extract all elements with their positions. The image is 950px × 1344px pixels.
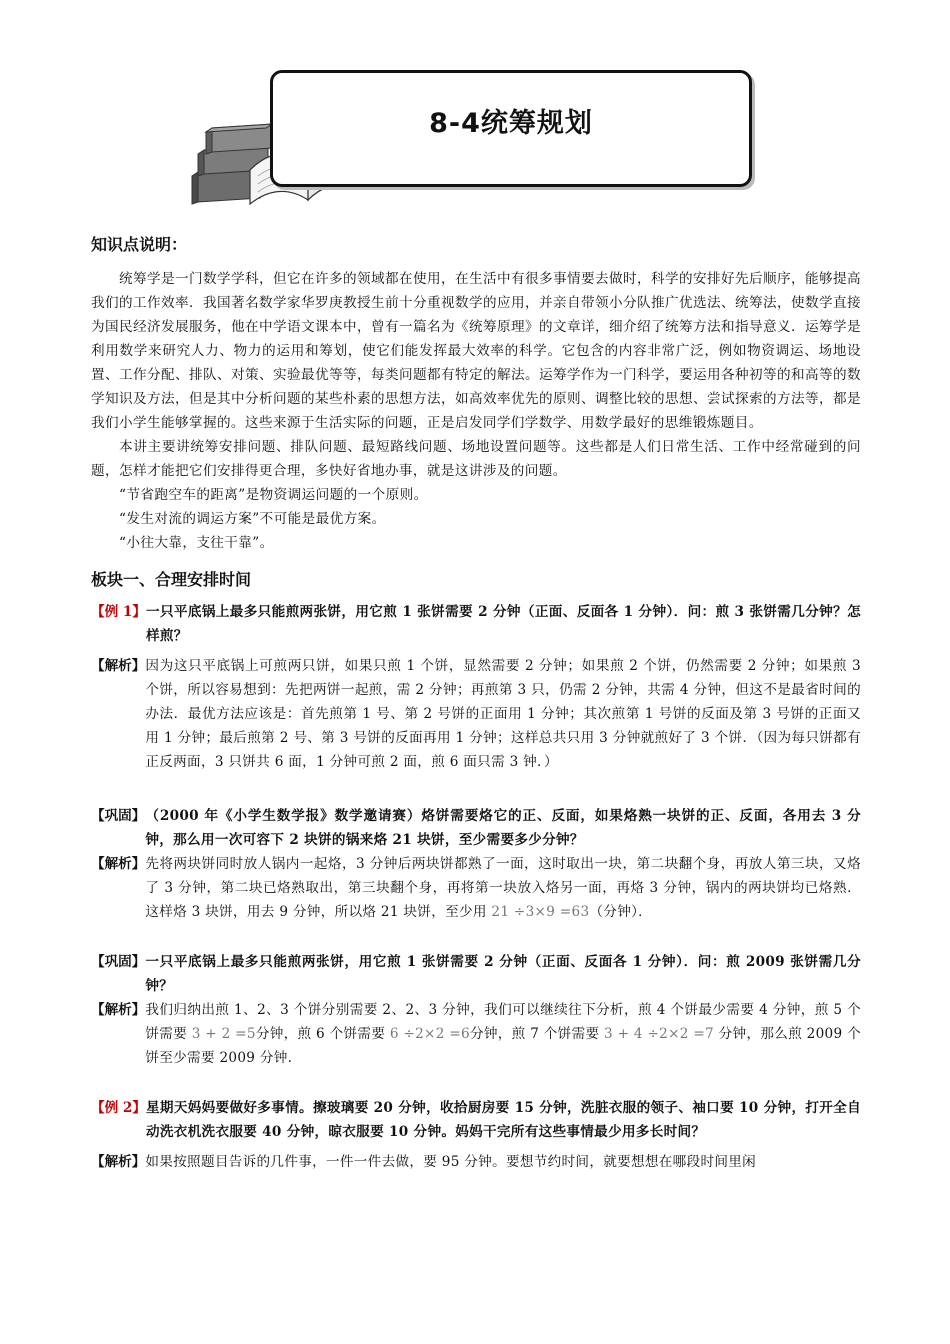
analysis-text: 如果按照题目告诉的几件事，一件一件去做，要 95 分钟。要想节约时间，就要想想在哪段时间里闲 bbox=[145, 1154, 757, 1170]
item-tag: 【解析】 bbox=[91, 856, 146, 872]
item-tag: 【解析】 bbox=[91, 1154, 146, 1170]
analysis-text-d: 分钟，那么煎 2009 个饼至少需要 2009 分钟. bbox=[145, 1026, 861, 1066]
analysis-text-b: （分钟）． bbox=[589, 904, 653, 920]
analysis-item bbox=[91, 852, 861, 924]
math-expression: 21 ÷3×9 =63 bbox=[491, 904, 590, 920]
math-expression: 6 ÷2×2 =6 bbox=[389, 1026, 470, 1042]
item-tag: 【巩固】 bbox=[91, 808, 146, 824]
analysis-text bbox=[145, 998, 861, 1070]
item-tag: 【巩固】 bbox=[91, 954, 146, 970]
analysis-item bbox=[91, 998, 861, 1070]
document-body bbox=[91, 232, 861, 1174]
analysis-text-a: 先将两块饼同时放人锅内一起烙，3 分钟后两块饼都熟了一面，这时取出一块，第二块翻个身，再放人第三块，又烙了 3 分钟，第二块已烙熟取出，第三块翻个身，再将第一块放入烙另一面，再烙 3 分钟，锅内的两块饼均已烙熟．这样烙 3 块饼，用去 9 分钟，所以烙 21 块饼，至少用 bbox=[145, 856, 861, 920]
item-tag: 【例 2】 bbox=[91, 1100, 146, 1116]
math-expression: 3 + 2 =5 bbox=[191, 1026, 256, 1042]
question-text: 一只平底锅上最多只能煎两张饼，用它煎 1 张饼需要 2 分钟（正面、反面各 1 分钟）．问：煎 3 张饼需几分钟？怎样煎？ bbox=[145, 604, 861, 644]
question-text: 星期天妈妈要做好多事情。擦玻璃要 20 分钟，收拾厨房要 15 分钟，洗脏衣服的领子、袖口要 10 分钟，打开全自动洗衣机洗衣服要 40 分钟，晾衣服要 10 分钟。妈妈干完所有这些事情最少用多长时间？ bbox=[145, 1100, 861, 1140]
knowledge-heading: 知识点说明： bbox=[91, 235, 188, 254]
page-title: 8-4统筹规划 bbox=[429, 108, 593, 139]
analysis-text-b: 分钟，煎 6 个饼需要 bbox=[255, 1026, 390, 1042]
analysis-text: 因为这只平底锅上可煎两只饼，如果只煎 1 个饼，显然需要 2 分钟；如果煎 2 个饼，仍然需要 2 分钟；如果煎 3 个饼，所以容易想到：先把两饼一起煎，需 2 分钟；再煎第 3 只，仍需 2 分钟，共需 4 分钟，但这不是最省时间的办法．最优方法应该是：首先煎第 1 号、第 2 号饼的正面用 1 分钟；其次煎第 1 号饼的反面及第 3 号饼的正面又用 1 分钟；最后煎第 2 号、第 3 号饼的反面再用 1 分钟；这样总共只用 3 分钟就煎好了 3 个饼．（因为每只饼都有正反两面，3 只饼共 6 面，1 分钟可煎 2 面，煎 6 面只需 3 钟．） bbox=[145, 658, 861, 770]
knowledge-paragraph-1: 统筹学是一门数学学科，但它在许多的领域都在使用，在生活中有很多事情要去做时，科学的安排好先后顺序，能够提高我们的工作效率．我国著名数学家华罗庚教授生前十分重视数学的应用，并亲自带领小分队推广优选法、统筹法，使数学直接为国民经济发展服务，他在中学语文课本中，曾有一篇名为《统筹原理》的文章详，细介绍了统筹方法和指导意义．运筹学是利用数学来研究人力、物力的运用和筹划，使它们能发挥最大效率的科学。它包含的内容非常广泛，例如物资调运、场地设置、工作分配、排队、对策、实验最优等等，每类问题都有特定的解法。运筹学作为一门科学，要运用各种初等的和高等的数学知识及方法，但是其中分析问题的某些朴素的思想方法，如高效率优先的原则、调整比较的思想、尝试探索的方法等，都是我们小学生能够掌握的。这些来源于生活实际的问题，正是启发同学们学数学、用数学最好的思维锻炼题目。 bbox=[91, 271, 861, 431]
knowledge-paragraph-2: 本讲主要讲统筹安排问题、排队问题、最短路线问题、场地设置问题等。这些都是人们日常生活、工作中经常碰到的问题，怎样才能把它们安排得更合理，多快好省地办事，就是这讲涉及的问题。 bbox=[91, 439, 861, 479]
knowledge-paragraph-4: “发生对流的调运方案”不可能是最优方案。 bbox=[119, 511, 386, 527]
example-item bbox=[91, 600, 861, 648]
question-text: （2000 年《小学生数学报》数学邀请赛）烙饼需要烙它的正、反面，如果烙熟一块饼的正、反面，各用去 3 分钟，那么用一次可容下 2 块饼的锅来烙 21 块饼，至少需要多少分钟？ bbox=[145, 808, 861, 848]
math-expression: 3 + 4 ÷2×2 =7 bbox=[604, 1026, 715, 1042]
item-tag: 【例 1】 bbox=[91, 604, 146, 620]
practice-item bbox=[91, 804, 861, 852]
item-tag: 【解析】 bbox=[91, 1002, 146, 1018]
analysis-text-a: 我们归纳出煎 1、2、3 个饼分别需要 2、2、3 分钟，我们可以继续往下分析，煎 4 个饼最少需要 4 分钟，煎 5 个饼需要 bbox=[145, 1002, 861, 1042]
title-box bbox=[270, 70, 752, 187]
section-heading: 板块一、合理安排时间 bbox=[91, 570, 252, 589]
example-item bbox=[91, 1096, 861, 1144]
question-text: 一只平底锅上最多只能煎两张饼，用它煎 1 张饼需要 2 分钟（正面、反面各 1 分钟）．问：煎 2009 张饼需几分钟？ bbox=[145, 954, 861, 994]
knowledge-paragraph-5: “小往大靠，支往干靠”。 bbox=[119, 535, 274, 551]
knowledge-paragraph-3: “节省跑空车的距离”是物资调运问题的一个原则。 bbox=[119, 487, 428, 503]
practice-item bbox=[91, 950, 861, 998]
item-tag: 【解析】 bbox=[91, 658, 146, 674]
analysis-item bbox=[91, 1150, 861, 1174]
analysis-item bbox=[91, 654, 861, 774]
analysis-text bbox=[145, 852, 861, 924]
analysis-text-c: 分钟，煎 7 个饼需要 bbox=[469, 1026, 604, 1042]
